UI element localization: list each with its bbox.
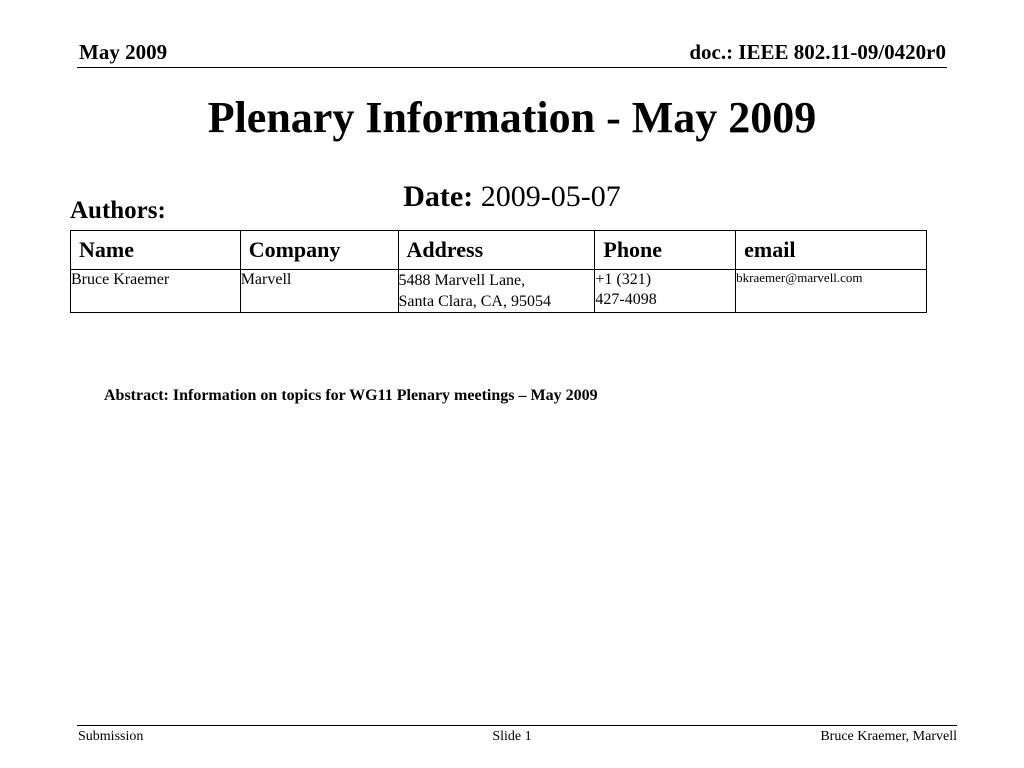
authors-table: [70, 230, 927, 313]
author-company: Marvell: [240, 270, 398, 313]
phone-line-1: +1 (321): [595, 271, 652, 288]
column-header-name: Name: [71, 231, 241, 270]
column-header-phone: Phone: [595, 231, 736, 270]
footer-divider: [77, 725, 957, 726]
header-date: May 2009: [79, 40, 168, 64]
slide-title: Plenary Information - May 2009: [207, 93, 817, 142]
footer-author: Bruce Kraemer, Marvell: [820, 729, 957, 744]
author-address: [398, 270, 595, 313]
date-value: 2009-05-07: [480, 180, 621, 213]
authors-label: Authors:: [70, 197, 166, 224]
header-doc-id: doc.: IEEE 802.11-09/0420r0: [689, 40, 946, 64]
header-divider: [77, 67, 947, 68]
column-header-email: email: [736, 231, 927, 270]
footer-slide-number: Slide 1: [492, 729, 532, 744]
column-header-address: Address: [398, 231, 595, 270]
author-name: Bruce Kraemer: [71, 270, 241, 313]
date-label: Date:: [403, 180, 474, 213]
abstract-text: Abstract: Information on topics for WG11 Plenary meetings – May 2009: [104, 387, 598, 404]
phone-line-2: 427-4098: [595, 291, 657, 308]
author-phone: [595, 270, 736, 313]
column-header-company: Company: [240, 231, 398, 270]
table-row: [71, 270, 927, 313]
footer-submission: Submission: [78, 729, 144, 744]
address-line-1: 5488 Marvell Lane,: [398, 272, 526, 289]
address-line-2: Santa Clara, CA, 95054: [398, 293, 551, 310]
table-header-row: [71, 231, 927, 270]
author-email: bkraemer@marvell.com: [736, 270, 927, 313]
